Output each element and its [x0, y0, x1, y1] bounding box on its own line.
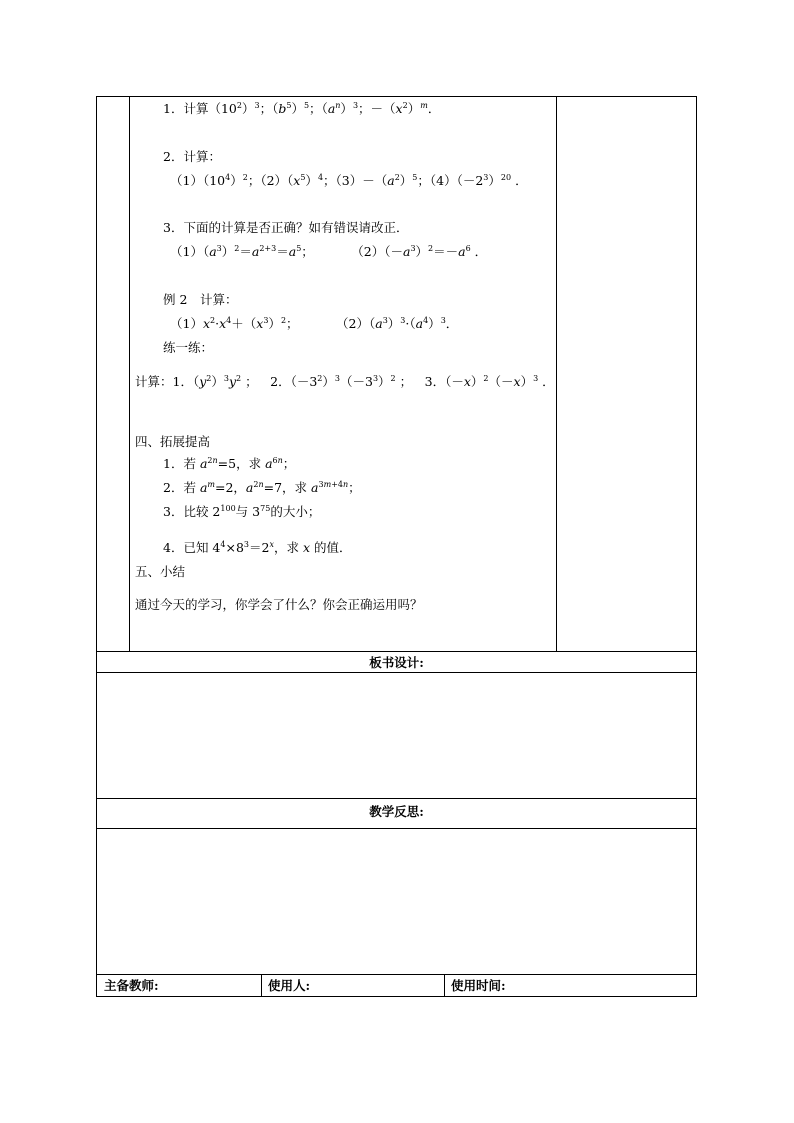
exercise-3-items: $(1)(a^3)^2=a^{2+3}=a^5$； $(2)(-a^3)^2=-a^6$ ． — [170, 244, 488, 259]
example-2-items: $(1)x^2\cdot x^4+(x^3)^2$； $(2)(a^3)^3\cdot(a^4)^3$． — [170, 316, 459, 331]
example-2-label: 例 2 — [163, 292, 188, 307]
board-design-label: 板书设计: — [369, 655, 424, 670]
content-right-divider — [556, 96, 557, 651]
table-bottom-border — [96, 996, 697, 997]
exercise-2-items: $(1)(10^4)^2$；$(2)(x^5)^4$；$(3)-(a^2)^5$；$(4)(-2^3)^{20}$ ． — [170, 173, 528, 188]
extension-2-condition: =2， — [214, 480, 246, 495]
extension-4-suffix: 的值． — [314, 540, 352, 555]
board-header-bottom-border — [96, 672, 697, 673]
user-label: 使用人: — [268, 978, 311, 993]
extension-3-prefix: 3．比较 — [163, 504, 209, 519]
extension-2-prefix: 2．若 — [163, 480, 196, 495]
exercise-2-title: 2．计算： — [163, 149, 221, 164]
exercise-1-label: 1．计算 — [163, 101, 209, 116]
board-header-top-border — [96, 651, 697, 652]
extension-1-prefix: 1．若 — [163, 456, 196, 471]
section-4-title: 四、拓展提高 — [135, 434, 211, 449]
extension-1: 1．若 $a^{2n}=5$，求 $a^{6n}$； — [163, 456, 296, 471]
extension-3-suffix: 的大小； — [270, 504, 321, 519]
extension-4-mid: ，求 — [273, 540, 299, 555]
exercise-1: 1．计算$(10^2)^3$；$(b^5)^5$；$(a^n)^3$；$-(x^2)^m$． — [163, 101, 441, 116]
extension-3-mid: 与 — [235, 504, 249, 519]
example-2-heading — [163, 292, 237, 308]
reflection-label: 教学反思: — [369, 804, 424, 819]
lead-teacher-label: 主备教师: — [104, 978, 159, 993]
extension-3: 3．比较 $2^{100}$与 $3^{75}$的大小； — [163, 504, 321, 519]
practice-items: 计算：1．$(y^2)^3y^2$ ； 2．$(-3^2)^3(-3^3)^2$ ； 3．$(-x)^2(-x)^3$ ． — [135, 374, 555, 389]
table-right-border — [696, 96, 697, 997]
extension-4: 4．已知 $4^4\times 8^3=2^x$，求 x 的值． — [163, 540, 352, 555]
reflection-header-bottom-border — [96, 828, 697, 829]
extension-4-prefix: 4．已知 — [163, 540, 209, 555]
extension-1-condition: =5，求 — [217, 456, 262, 471]
footer-divider-2 — [444, 974, 445, 996]
extension-2: 2．若 $a^m=2$，$a^{2n}=7$，求 $a^{3m+4n}$； — [163, 480, 361, 495]
example-2-title: 计算： — [199, 292, 238, 307]
section-5-title: 五、小结 — [135, 564, 186, 579]
content-left-divider — [129, 96, 130, 651]
table-left-border — [96, 96, 97, 997]
practice-title: 练一练： — [163, 340, 214, 355]
footer-top-border — [96, 974, 697, 975]
table-top-border — [96, 96, 697, 97]
practice-lead: 计算： — [135, 374, 173, 389]
reflection-header-top-border — [96, 798, 697, 799]
exercise-3-title: 3．下面的计算是否正确？如有错误请改正． — [163, 220, 409, 235]
extension-2-condition-2: =7，求 — [263, 480, 308, 495]
use-time-label: 使用时间: — [451, 978, 506, 993]
summary-text: 通过今天的学习，你学会了什么？你会正确运用吗？ — [135, 597, 423, 612]
footer-divider-1 — [261, 974, 262, 996]
